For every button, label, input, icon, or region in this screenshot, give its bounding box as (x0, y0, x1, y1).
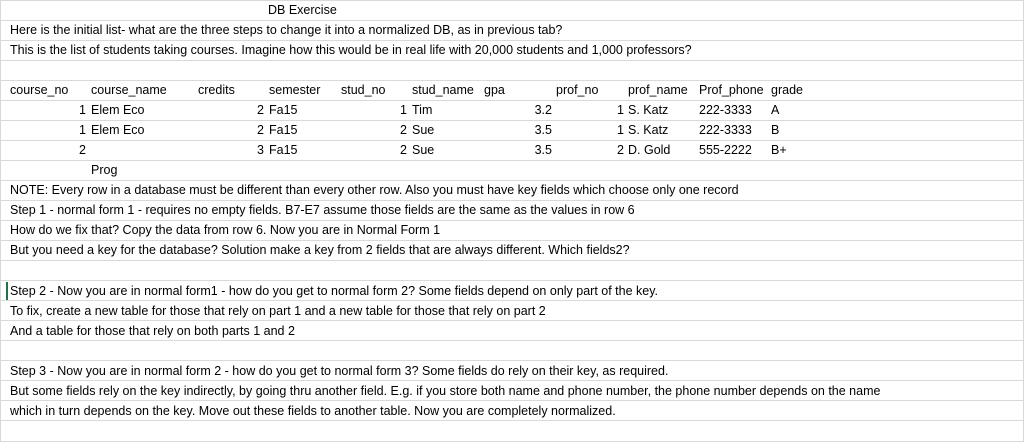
cell-stud-name[interactable]: Tim (412, 103, 433, 117)
cell-grade[interactable]: B (771, 123, 780, 137)
gridline (0, 0, 1024, 1)
header-gpa[interactable]: gpa (484, 83, 505, 97)
cell-course-name[interactable]: Elem Eco (91, 123, 145, 137)
note-line[interactable]: How do we fix that? Copy the data from row 6. Now you are in Normal Form 1 (10, 223, 441, 237)
intro-line[interactable]: Here is the initial list- what are the three steps to change it into a normalized DB, as in previous tab? (10, 23, 563, 37)
note-line[interactable]: Step 3 - Now you are in normal form 2 - how do you get to normal form 3? Some fields do rely on their key, as required. (10, 364, 669, 378)
note-line[interactable]: To fix, create a new table for those that rely on part 1 and a new table for those that rely on part 2 (10, 304, 546, 318)
cell-semester[interactable]: Fa15 (269, 103, 298, 117)
note-line[interactable]: NOTE: Every row in a database must be different than every other row. Also you must have key fields which choose only one record (10, 183, 739, 197)
cell-credits[interactable]: 3 (257, 143, 264, 157)
cell-prof-name[interactable]: S. Katz (628, 103, 669, 117)
header-prof-no[interactable]: prof_no (556, 83, 599, 97)
cell-semester[interactable]: Fa15 (269, 123, 298, 137)
header-stud-name[interactable]: stud_name (412, 83, 474, 97)
cell-prof-phone[interactable]: 222-3333 (699, 103, 752, 117)
cell-semester[interactable]: Fa15 (269, 143, 298, 157)
gridline (0, 100, 1024, 101)
gridline (0, 0, 1, 442)
header-prof-phone[interactable]: Prof_phone (699, 83, 764, 97)
cell-stud-no[interactable]: 2 (400, 123, 407, 137)
cell-gpa[interactable]: 3.5 (534, 143, 552, 157)
cell-stud-no[interactable]: 2 (400, 143, 407, 157)
cell-prof-no[interactable]: 1 (617, 103, 624, 117)
sheet-title[interactable]: DB Exercise (268, 3, 337, 17)
gridline (0, 120, 1024, 121)
gridline (0, 60, 1024, 61)
cell-prof-name[interactable]: D. Gold (628, 143, 671, 157)
note-line[interactable]: And a table for those that rely on both parts 1 and 2 (10, 324, 295, 338)
note-line[interactable]: But you need a key for the database? Solution make a key from 2 fields that are always different. Which fields2? (10, 243, 630, 257)
cell-prof-no[interactable]: 1 (617, 123, 624, 137)
cell-credits[interactable]: 2 (257, 103, 264, 117)
header-course-no[interactable]: course_no (10, 83, 69, 97)
header-credits[interactable]: credits (198, 83, 235, 97)
header-grade[interactable]: grade (771, 83, 803, 97)
gridline (0, 160, 1024, 161)
note-line[interactable]: Step 1 - normal form 1 - requires no empty fields. B7-E7 assume those fields are the same as the values in row 6 (10, 203, 635, 217)
note-line[interactable]: Step 2 - Now you are in normal form1 - how do you get to normal form 2? Some fields depend on only part of the key. (10, 284, 659, 298)
cell-course-no[interactable]: 2 (79, 143, 86, 157)
cell-stud-no[interactable]: 1 (400, 103, 407, 117)
cell-prof-name[interactable]: S. Katz (628, 123, 669, 137)
cell-prof-phone[interactable]: 555-2222 (699, 143, 752, 157)
note-line[interactable]: But some fields rely on the key indirectly, by going thru another field. E.g. if you store both name and phone number, the phone number depends on the name (10, 384, 881, 398)
header-course-name[interactable]: course_name (91, 83, 167, 97)
header-semester[interactable]: semester (269, 83, 321, 97)
cell-prof-no[interactable]: 2 (617, 143, 624, 157)
cell-course-no[interactable]: 1 (79, 123, 86, 137)
cell-gpa[interactable]: 3.5 (534, 123, 552, 137)
cell-selection-indicator (6, 282, 8, 300)
header-stud-no[interactable]: stud_no (341, 83, 386, 97)
header-prof-name[interactable]: prof_name (628, 83, 688, 97)
cell-stud-name[interactable]: Sue (412, 123, 435, 137)
cell-stud-name[interactable]: Sue (412, 143, 435, 157)
cell-course-name[interactable]: Elem Eco (91, 103, 145, 117)
cell-course-no[interactable]: 1 (79, 103, 86, 117)
gridline (0, 260, 1024, 261)
note-line[interactable]: which in turn depends on the key. Move out these fields to another table. Now you are completely normalized. (10, 404, 616, 418)
intro-line[interactable]: This is the list of students taking courses. Imagine how this would be in real life with 20,000 students and 1,000 professors? (10, 43, 692, 57)
cell-grade[interactable]: B+ (771, 143, 787, 157)
cell-overflow[interactable]: Prog (91, 163, 118, 177)
gridline (0, 140, 1024, 141)
cell-gpa[interactable]: 3.2 (534, 103, 552, 117)
cell-grade[interactable]: A (771, 103, 780, 117)
cell-credits[interactable]: 2 (257, 123, 264, 137)
cell-prof-phone[interactable]: 222-3333 (699, 123, 752, 137)
